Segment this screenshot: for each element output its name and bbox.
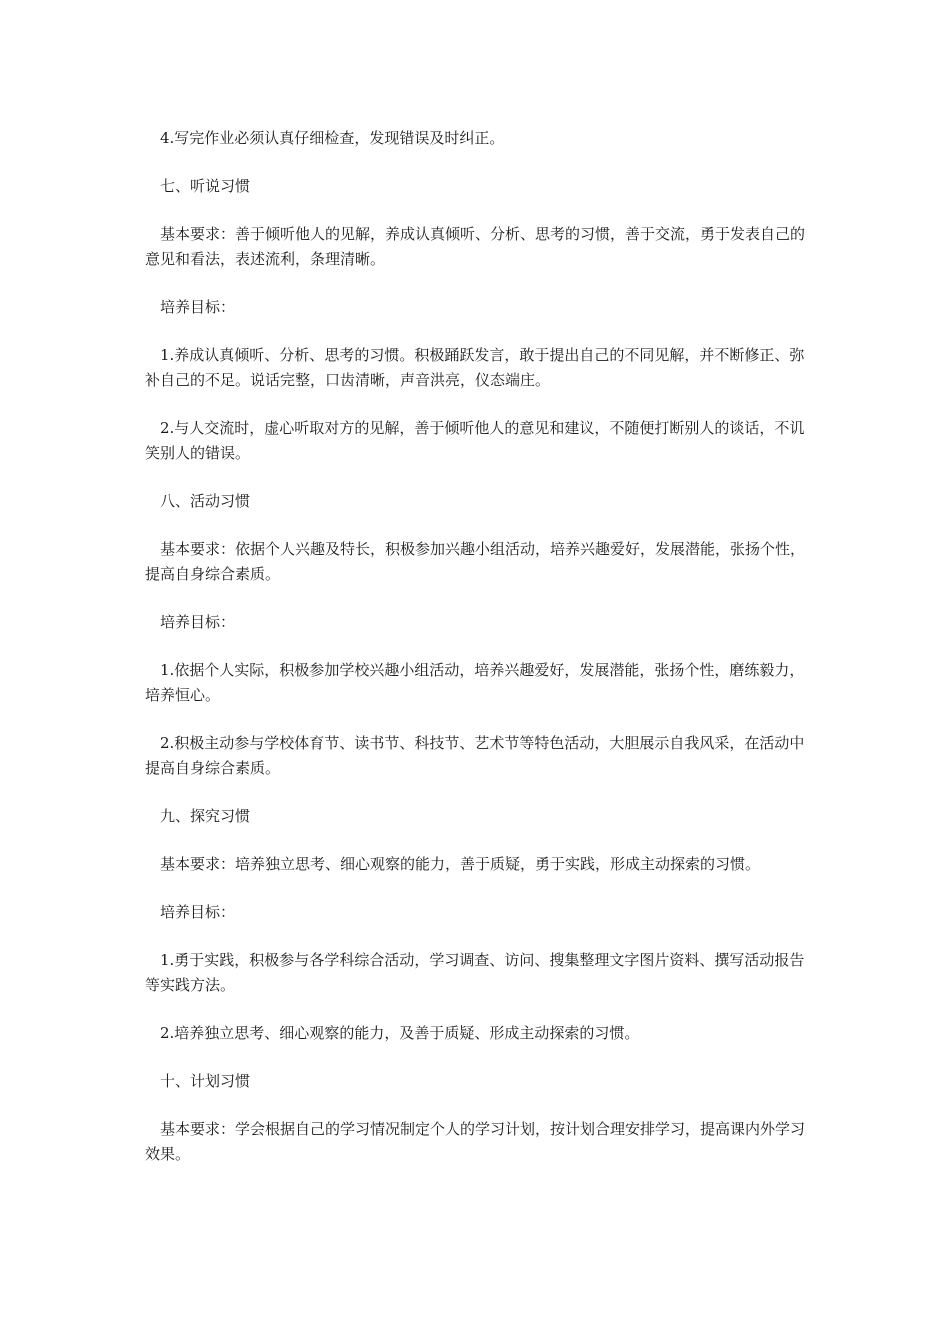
section-heading-inquiry: 九、探究习惯 — [160, 807, 251, 825]
paragraph-listening-goal-2: 2.与人交流时，虚心听取对方的见解，善于倾听他人的意见和建议，不随便打断别人的谈话，不讥笑别人的错误。 — [145, 419, 805, 462]
section-heading-listening: 七、听说习惯 — [160, 177, 251, 195]
paragraph-inquiry-goal-2: 2.培养独立思考、细心观察的能力，及善于质疑、形成主动探索的习惯。 — [160, 1024, 640, 1042]
section-heading-activity: 八、活动习惯 — [160, 492, 251, 510]
document-page — [145, 126, 815, 1326]
paragraph-activity-requirement: 基本要求：依据个人兴趣及特长，积极参加兴趣小组活动，培养兴趣爱好，发展潜能，张扬个性，提高自身综合素质。 — [145, 540, 806, 583]
paragraph-listening-goal-1: 1.养成认真倾听、分析、思考的习惯。积极踊跃发言，敢于提出自己的不同见解，并不断修正、弥补自己的不足。说话完整，口齿清晰，声音洪亮，仪态端庄。 — [145, 346, 805, 389]
section-heading-planning: 十、计划习惯 — [160, 1072, 251, 1090]
paragraph-inquiry-goal-label: 培养目标： — [160, 903, 236, 921]
paragraph-activity-goal-label: 培养目标： — [160, 613, 236, 631]
paragraph-listening-goal-label: 培养目标： — [160, 298, 236, 316]
paragraph-listening-requirement: 基本要求：善于倾听他人的见解，养成认真倾听、分析、思考的习惯，善于交流，勇于发表自己的意见和看法，表述流利，条理清晰。 — [145, 225, 806, 268]
paragraph-inquiry-goal-1: 1.勇于实践，积极参与各学科综合活动，学习调查、访问、搜集整理文字图片资料、撰写活动报告等实践方法。 — [145, 951, 805, 994]
paragraph-activity-goal-2: 2.积极主动参与学校体育节、读书节、科技节、艺术节等特色活动，大胆展示自我风采，在活动中提高自身综合素质。 — [145, 734, 805, 777]
paragraph-planning-requirement: 基本要求：学会根据自己的学习情况制定个人的学习计划，按计划合理安排学习，提高课内外学习效果。 — [145, 1120, 806, 1163]
paragraph-activity-goal-1: 1.依据个人实际，积极参加学校兴趣小组活动，培养兴趣爱好，发展潜能，张扬个性，磨练毅力，培养恒心。 — [145, 661, 805, 704]
paragraph-homework-check: 4.写完作业必须认真仔细检查，发现错误及时纠正。 — [160, 129, 505, 147]
paragraph-inquiry-requirement: 基本要求：培养独立思考、细心观察的能力，善于质疑，勇于实践，形成主动探索的习惯。 — [160, 855, 761, 873]
